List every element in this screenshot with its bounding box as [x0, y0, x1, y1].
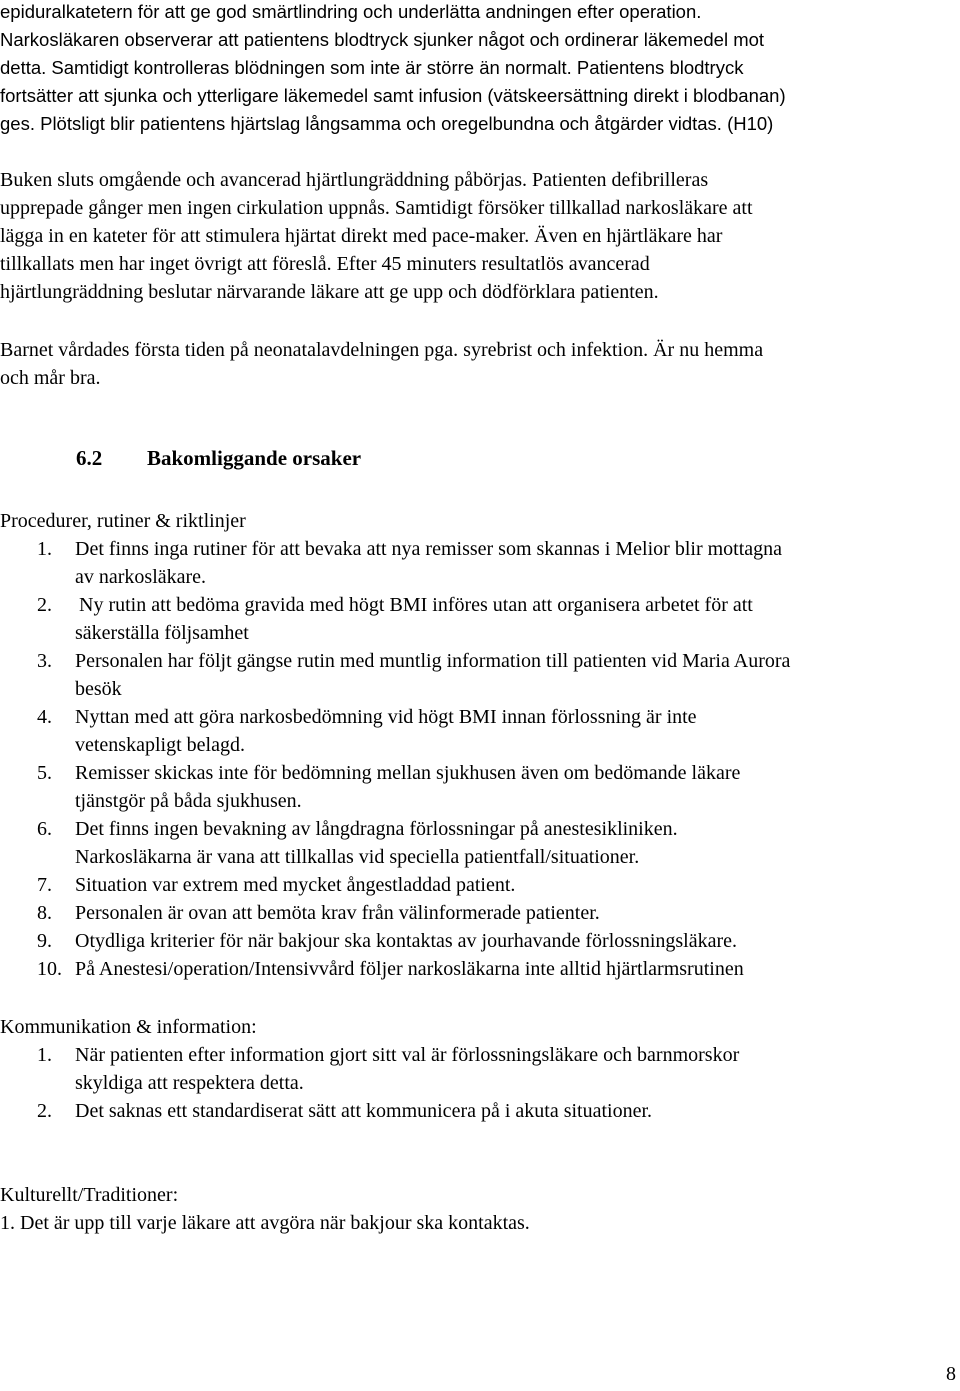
list-item-number: 5.: [37, 762, 52, 784]
list-item-line: Det finns ingen bevakning av långdragna förlossningar på anestesikliniken.: [75, 818, 678, 840]
child-line: och mår bra.: [0, 367, 101, 389]
list-item-line: Det finns inga rutiner för att bevaka att nya remisser som skannas i Melior blir mottagna: [75, 538, 783, 560]
list-item-line: säkerställa följsamhet: [75, 622, 249, 644]
list-item-line: Otydliga kriterier för när bakjour ska kontaktas av jourhavande förlossningsläkare.: [75, 930, 738, 952]
culture-item: 1. Det är upp till varje läkare att avgöra när bakjour ska kontaktas.: [0, 1212, 530, 1234]
list-item-line: Personalen är ovan att bemöta krav från välinformerade patienter.: [75, 902, 600, 924]
list-item-line: När patienten efter information gjort sitt val är förlossningsläkare och barnmorskor: [75, 1044, 740, 1066]
list-item-line: Remisser skickas inte för bedömning mellan sjukhusen även om bedömande läkare: [75, 762, 741, 784]
narrative-line: tillkallats men har inget övrigt att föreslå. Efter 45 minuters resultatlös avancerad: [0, 253, 650, 275]
list-item-line: Personalen har följt gängse rutin med muntlig information till patienten vid Maria Aurora: [75, 650, 791, 672]
culture-heading: Kulturellt/Traditioner:: [0, 1184, 179, 1206]
list-item-number: 3.: [37, 650, 52, 672]
page-number: 8: [946, 1363, 956, 1385]
list-item-line: vetenskapligt belagd.: [75, 734, 245, 756]
narrative-line: hjärtlungräddning beslutar närvarande läkare att ge upp och dödförklara patienten.: [0, 281, 659, 303]
section-title: Bakomliggande orsaker: [147, 446, 362, 470]
list-item-number: 9.: [37, 930, 52, 952]
narrative-line: Narkosläkaren observerar att patientens blodtryck sjunker något och ordinerar läkemedel mot: [0, 29, 765, 50]
list-item-number: 6.: [37, 818, 52, 840]
list-item-number: 2.: [37, 594, 52, 616]
narrative-line: Buken sluts omgående och avancerad hjärtlungräddning påbörjas. Patienten defibrilleras: [0, 169, 709, 191]
list-item-number: 8.: [37, 902, 52, 924]
list-item-line: Ny rutin att bedöma gravida med högt BMI införes utan att organisera arbetet för att: [79, 594, 753, 616]
list-item-line: av narkosläkare.: [75, 566, 207, 588]
list-item-number: 1.: [37, 1044, 52, 1066]
narrative-line: lägga in en kateter för att stimulera hjärtat direkt med pace-maker. Även en hjärtläkare har: [0, 225, 723, 247]
list-item-number: 2.: [37, 1100, 52, 1122]
list-item-number: 7.: [37, 874, 52, 896]
narrative-line: detta. Samtidigt kontrolleras blödningen som inte är större än normalt. Patientens blodtryck: [0, 57, 744, 78]
narrative-line: ges. Plötsligt blir patientens hjärtslag långsamma och oregelbundna och åtgärder vidtas. (H10): [0, 113, 774, 134]
list-item-number: 10.: [37, 958, 62, 980]
list-item-line: tjänstgör på båda sjukhusen.: [75, 790, 302, 812]
list-item-number: 4.: [37, 706, 52, 728]
list-item-number: 1.: [37, 538, 52, 560]
narrative-line: fortsätter att sjunka och ytterligare läkemedel samt infusion (vätskeersättning direkt i blodbanan): [0, 85, 786, 106]
section-number: 6.2: [76, 446, 103, 470]
list-item-line: Det saknas ett standardiserat sätt att kommunicera på i akuta situationer.: [75, 1100, 653, 1122]
list-item-line: Situation var extrem med mycket ångestladdad patient.: [75, 874, 516, 896]
list-item-line: Nyttan med att göra narkosbedömning vid högt BMI innan förlossning är inte: [75, 706, 697, 728]
communication-heading: Kommunikation & information:: [0, 1016, 257, 1038]
narrative-line: upprepade gånger men ingen cirkulation uppnås. Samtidigt försöker tillkallad narkosläkare att: [0, 197, 753, 219]
list-item-line: På Anestesi/operation/Intensivvård följer narkosläkarna inte alltid hjärtlarmsrutinen: [75, 958, 744, 980]
procedures-heading: Procedurer, rutiner & riktlinjer: [0, 510, 246, 532]
child-line: Barnet vårdades första tiden på neonatalavdelningen pga. syrebrist och infektion. Är nu hemma: [0, 339, 764, 361]
list-item-line: Narkosläkarna är vana att tillkallas vid speciella patientfall/situationer.: [75, 846, 640, 868]
list-item-line: skyldiga att respektera detta.: [75, 1072, 304, 1094]
list-item-line: besök: [75, 678, 122, 700]
narrative-line: epiduralkatetern för att ge god smärtlindring och underlätta andningen efter operation.: [0, 1, 702, 22]
